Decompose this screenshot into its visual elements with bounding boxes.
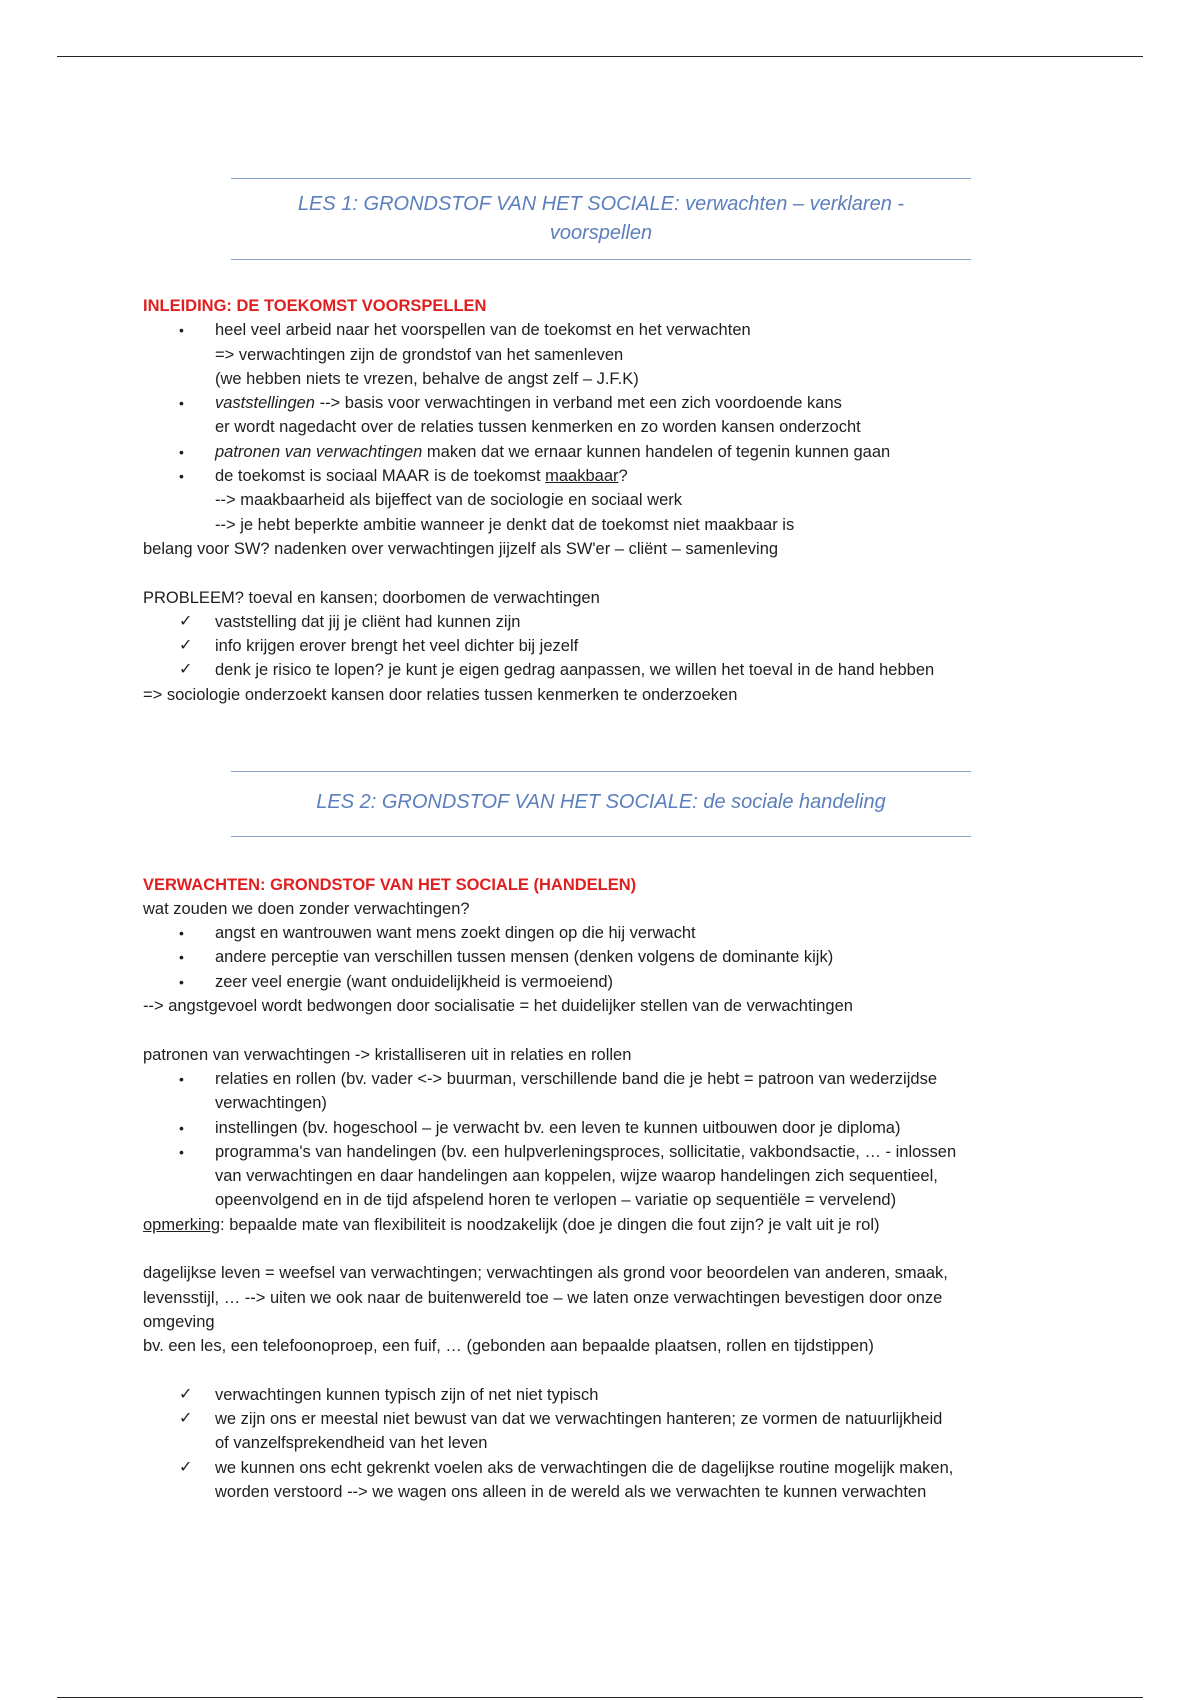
les2-check-list: [143, 1383, 1043, 1504]
page-top-rule: [57, 56, 1143, 57]
checkmark-icon: ✓: [179, 1410, 193, 1428]
conclusie-text: => sociologie onderzoekt kansen door relaties tussen kenmerken te onderzoeken: [143, 685, 738, 704]
dagelijks-text: dagelijkse leven = weefsel van verwachtingen; verwachtingen als grond voor beoordelen van anderen, smaak, levensstijl, … --> uiten we ook naar de buitenwereld toe – we laten onze verwachtingen bevestigen door onze omgeving: [143, 1264, 948, 1331]
list-item: ✓ denk je risico te lopen? je kunt je eigen gedrag aanpassen, we willen het toeval in de hand hebben: [143, 658, 1043, 682]
les2-section-heading: VERWACHTEN: GRONDSTOF VAN HET SOCIALE (HANDELEN): [143, 875, 637, 894]
checkmark-icon: ✓: [179, 661, 193, 679]
bullet-icon: •: [179, 949, 184, 966]
list-item: • de toekomst is sociaal MAAR is de toekomst maakbaar? --> maakbaarheid als bijeffect van de sociologie en sociaal werk --> je hebt beperkte ambitie wanneer je denkt dat de toekomst niet maakbaar is: [143, 464, 1043, 537]
bullet-icon: •: [179, 395, 184, 412]
belang-text: belang voor SW? nadenken over verwachtingen jijzelf als SW'er – cliënt – samenleving: [143, 539, 779, 558]
les2-bullet-list-b: [143, 1067, 1043, 1213]
bullet-icon: •: [179, 973, 184, 990]
bullet-icon: •: [179, 1070, 184, 1087]
les1-section-heading: INLEIDING: DE TOEKOMST VOORSPELLEN: [143, 297, 487, 315]
list-item: ✓ vaststelling dat jij je cliënt had kunnen zijn: [143, 610, 1043, 634]
list-item: ✓ we kunnen ons echt gekrenkt voelen aks de verwachtingen die de dagelijkse routine mogelijk maken, worden verstoord --> we wagen ons alleen in de wereld als we verwachten te kunnen verwachten: [143, 1456, 1043, 1505]
les2-bullet-list-a: [143, 921, 1043, 994]
list-item: • patronen van verwachtingen maken dat we ernaar kunnen handelen of tegenin kunnen gaan: [143, 440, 1043, 464]
les1-check-list: [143, 610, 1043, 683]
bullet-icon: •: [179, 1143, 184, 1160]
bullet-icon: •: [179, 1119, 184, 1136]
list-item: • vaststellingen --> basis voor verwachtingen in verband met een zich voordoende kans er wordt nagedacht over de relaties tussen kenmerken en zo worden kansen onderzocht: [143, 391, 1043, 440]
bullet-icon: •: [179, 443, 184, 460]
list-item: • heel veel arbeid naar het voorspellen van de toekomst en het verwachten => verwachtingen zijn de grondstof van het samenleven (we hebben niets te vrezen, behalve de angst zelf – J.F.K): [143, 318, 1043, 391]
vraag-text: wat zouden we doen zonder verwachtingen?: [143, 899, 470, 918]
bullet-icon: •: [179, 468, 184, 485]
les2-title: LES 2: GRONDSTOF VAN HET SOCIALE: de sociale handeling: [316, 791, 886, 814]
list-item: • relaties en rollen (bv. vader <-> buurman, verschillende band die je hebt = patroon van wederzijdse verwachtingen): [143, 1067, 1043, 1116]
list-item: ✓ info krijgen erover brengt het veel dichter bij jezelf: [143, 634, 1043, 658]
patronen-text: patronen van verwachtingen -> kristalliseren uit in relaties en rollen: [143, 1045, 632, 1064]
checkmark-icon: ✓: [179, 612, 193, 630]
probleem-text: PROBLEEM? toeval en kansen; doorbomen de verwachtingen: [143, 588, 600, 607]
list-item: • programma's van handelingen (bv. een hulpverleningsproces, sollicitatie, vakbondsactie, … - inlossen van verwachtingen en daar handelingen aan koppelen, wijze waarop handelingen zich sequentieel, opeenvolgend en in de tijd afspelend horen te verlopen – variatie op sequentiële = vervelend): [143, 1140, 1043, 1213]
opmerking-text: opmerking: bepaalde mate van flexibiliteit is noodzakelijk (doe je dingen die fout zijn? je valt uit je rol): [143, 1215, 880, 1234]
angst-text: --> angstgevoel wordt bedwongen door socialisatie = het duidelijker stellen van de verwachtingen: [143, 997, 853, 1016]
les1-bullet-list: [143, 318, 1043, 537]
les1-title-block: [231, 178, 971, 260]
les1-title: LES 1: GRONDSTOF VAN HET SOCIALE: verwachten – verklaren - voorspellen: [297, 193, 905, 244]
list-item: • instellingen (bv. hogeschool – je verwacht bv. een leven te kunnen uitbouwen door je diploma): [143, 1116, 1043, 1140]
list-item: • zeer veel energie (want onduidelijkheid is vermoeiend): [143, 970, 1043, 994]
list-item: ✓ verwachtingen kunnen typisch zijn of net niet typisch: [143, 1383, 1043, 1407]
list-item: • andere perceptie van verschillen tussen mensen (denken volgens de dominante kijk): [143, 945, 1043, 969]
bullet-icon: •: [179, 322, 184, 339]
bullet-icon: •: [179, 925, 184, 942]
bv-text: bv. een les, een telefoonoproep, een fuif, … (gebonden aan bepaalde plaatsen, rollen en tijdstippen): [143, 1337, 874, 1356]
checkmark-icon: ✓: [179, 1458, 193, 1476]
list-item: ✓ we zijn ons er meestal niet bewust van dat we verwachtingen hanteren; ze vormen de natuurlijkheid of vanzelfsprekendheid van het leven: [143, 1407, 1043, 1456]
les2-title-block: [231, 771, 971, 837]
list-item: • angst en wantrouwen want mens zoekt dingen op die hij verwacht: [143, 921, 1043, 945]
checkmark-icon: ✓: [179, 637, 193, 655]
checkmark-icon: ✓: [179, 1385, 193, 1403]
page-bottom-rule: [57, 1697, 1143, 1698]
document-body: [143, 178, 1043, 1504]
